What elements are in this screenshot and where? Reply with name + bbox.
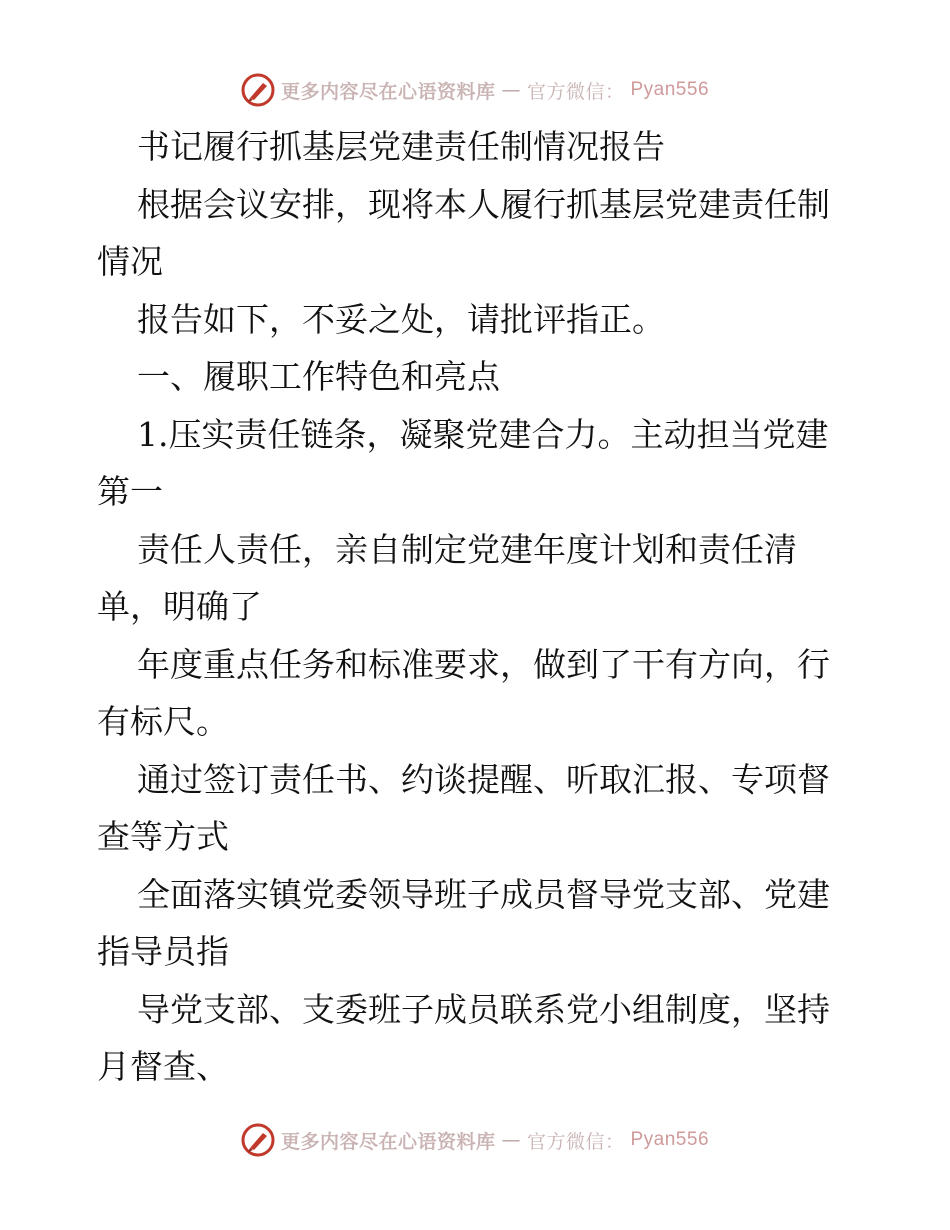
watermark-footer [0, 1120, 950, 1160]
watermark-wechat-label: 官方微信： [526, 1130, 625, 1153]
document-line: 全面落实镇党委领导班子成员督导党支部、党建 [137, 874, 830, 914]
document-line: 有标尺。 [97, 702, 229, 741]
watermark-header [0, 70, 950, 110]
pen-logo-icon [241, 1123, 275, 1157]
document-line: 1.压实责任链条，凝聚党建合力。主动担当党建 [137, 414, 829, 454]
pen-logo-icon [241, 73, 275, 107]
document-line: 根据会议安排，现将本人履行抓基层党建责任制 [137, 184, 830, 224]
document-line: 责任人责任，亲自制定党建年度计划和责任清 [137, 529, 797, 569]
watermark-wechat-id: Pyan556 [630, 1129, 710, 1150]
watermark-separator: — [501, 1129, 521, 1151]
document-line: 导党支部、支委班子成员联系党小组制度，坚持 [137, 989, 830, 1029]
document-line: 查等方式 [97, 817, 229, 856]
document-line: 指导员指 [97, 932, 229, 971]
document-line: 单，明确了 [97, 587, 262, 626]
document-line: 报告如下，不妥之处，请批评指正。 [137, 299, 665, 339]
document-line: 年度重点任务和标准要求，做到了干有方向，行 [137, 644, 830, 684]
watermark-wechat-label: 官方微信： [526, 80, 625, 103]
watermark-wechat-id: Pyan556 [630, 79, 710, 100]
document-body [97, 118, 857, 1096]
document-line: 月督查、 [97, 1047, 229, 1086]
document-line: 一、履职工作特色和亮点 [137, 357, 500, 396]
document-line: 第一 [97, 472, 163, 511]
watermark-separator: — [501, 79, 521, 101]
document-line: 情况 [97, 242, 163, 281]
document-line: 通过签订责任书、约谈提醒、听取汇报、专项督 [137, 759, 830, 799]
watermark-main-text: 更多内容尽在心语资料库 [280, 80, 496, 103]
watermark-main-text: 更多内容尽在心语资料库 [280, 1130, 496, 1153]
document-line: 书记履行抓基层党建责任制情况报告 [137, 127, 665, 166]
